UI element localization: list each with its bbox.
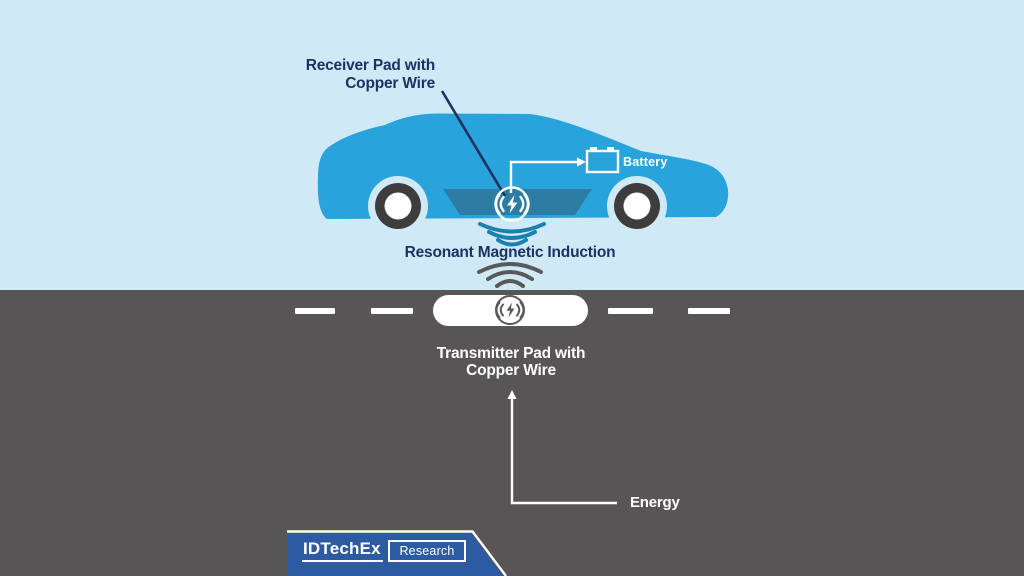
lane-marking [371,308,413,314]
receiver-pad-label [306,57,435,93]
lane-marking [688,308,730,314]
lane-marking [295,308,335,314]
logo-brand-text: IDTechEx [303,539,381,558]
battery-label: Battery [623,155,668,169]
transmitter-pad-label [361,346,661,379]
front-wheel-hub [624,193,651,220]
receiver-pad-label-line2: Copper Wire [345,75,435,92]
receiver-pad [443,189,592,215]
lane-marking [608,308,653,314]
transmitter-pad-label-line1: Transmitter Pad with [436,345,586,362]
resonant-magnetic-induction-label: Resonant Magnetic Induction [404,244,616,261]
rear-wheel-hub [385,193,412,220]
receiver-pad-label-line1: Receiver Pad with [305,57,435,74]
energy-label: Energy [630,494,680,511]
transmitter-pad-label-line2: Copper Wire [466,361,556,379]
logo-division-badge: Research [388,540,466,562]
logo-underline [302,560,383,562]
